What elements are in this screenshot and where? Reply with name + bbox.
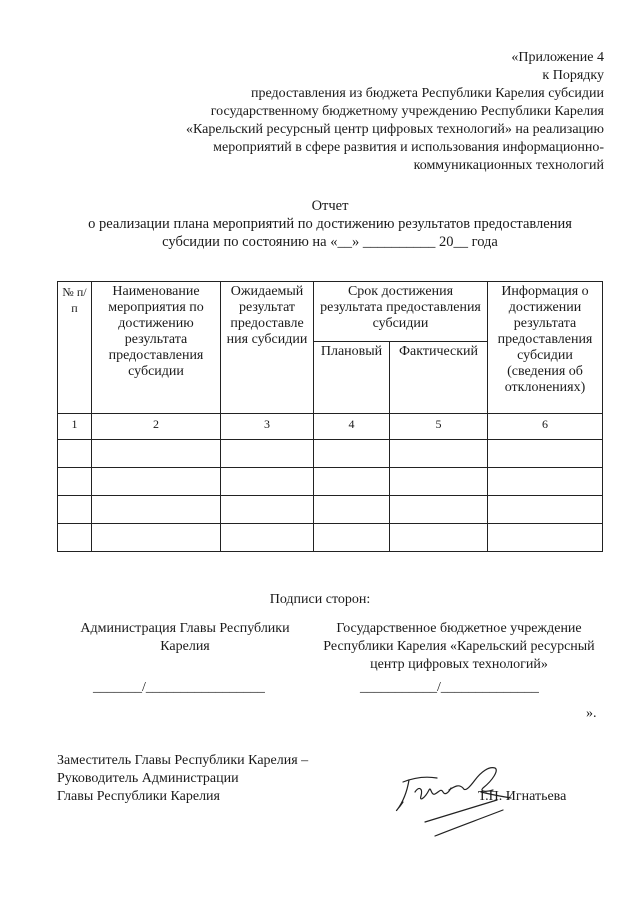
closing-quote: ». [586,706,597,721]
column-number: 1 [58,414,92,440]
column-number: 4 [314,414,390,440]
header-expected: Ожидаемый результат предоставле ния субсидии [221,282,314,414]
footer-line: Руководитель Администрации [57,771,239,786]
table-cell[interactable] [488,524,603,552]
table-cell[interactable] [58,496,92,524]
signatures-title: Подписи сторон: [269,592,371,607]
appendix-line: мероприятий в сфере развития и использования информационно- [213,140,604,155]
table-cell[interactable] [92,524,221,552]
appendix-line: коммуникационных технологий [413,158,604,173]
appendix-line: «Карельский ресурсный центр цифровых технологий» на реализацию [186,122,604,137]
appendix-line: к Порядку [542,68,604,83]
header-num: № п/п [58,282,92,414]
appendix-line: государственному бюджетному учреждению Республики Карелия [210,104,604,119]
table-row [58,440,603,468]
right-signature-line: ___________/______________ [360,680,539,695]
header-actual: Фактический [390,342,488,414]
table-cell[interactable] [314,440,390,468]
column-number: 2 [92,414,221,440]
table-row [58,496,603,524]
table-cell[interactable] [488,468,603,496]
table-cell[interactable] [314,468,390,496]
table-cell[interactable] [314,524,390,552]
table-cell[interactable] [390,440,488,468]
table-row [58,468,603,496]
table-cell[interactable] [221,496,314,524]
table-cell[interactable] [390,468,488,496]
table-cell[interactable] [221,468,314,496]
table-cell[interactable] [221,524,314,552]
header-info: Информация о достижении результата предоставления субсидии (сведения об отклонениях) [488,282,603,414]
table-cell[interactable] [488,440,603,468]
report-title: Отчет [311,198,349,214]
table-cell[interactable] [58,524,92,552]
table-cell[interactable] [390,524,488,552]
footer-line: Заместитель Главы Республики Карелия – [57,753,309,768]
table-cell[interactable] [488,496,603,524]
column-number: 5 [390,414,488,440]
appendix-line: предоставления из бюджета Республики Карелия субсидии [251,86,604,101]
report-subtitle-line2: субсидии по состоянию на «__» __________ 20__ года [162,234,498,250]
right-party: Государственное бюджетное учреждение Республики Карелия «Карельский ресурсный центр цифровых технологий» [323,621,595,672]
header-name: Наименование мероприятия по достижению результата предоставления субсидии [92,282,221,414]
report-table [57,281,603,552]
appendix-line: «Приложение 4 [511,50,604,65]
appendix-header [124,49,604,175]
column-numbers-row [58,414,603,440]
table-cell[interactable] [92,496,221,524]
report-subtitle-line1: о реализации плана мероприятий по достижению результатов предоставления [88,216,572,232]
left-party: Администрация Главы Республики Карелия [80,621,290,654]
table-cell[interactable] [390,496,488,524]
footer-position [57,752,308,806]
table-row [58,524,603,552]
table-cell[interactable] [314,496,390,524]
signatory-name: Т.П. Игнатьева [478,789,567,804]
header-planned: Плановый [314,342,390,414]
header-deadline: Срок достижения результата предоставления субсидии [314,282,488,342]
footer-line: Главы Республики Карелия [57,789,220,804]
table-cell[interactable] [58,440,92,468]
table-cell[interactable] [92,468,221,496]
column-number: 6 [488,414,603,440]
table-cell[interactable] [92,440,221,468]
table-cell[interactable] [221,440,314,468]
left-signature-line: _______/_________________ [93,680,265,695]
table-cell[interactable] [58,468,92,496]
column-number: 3 [221,414,314,440]
